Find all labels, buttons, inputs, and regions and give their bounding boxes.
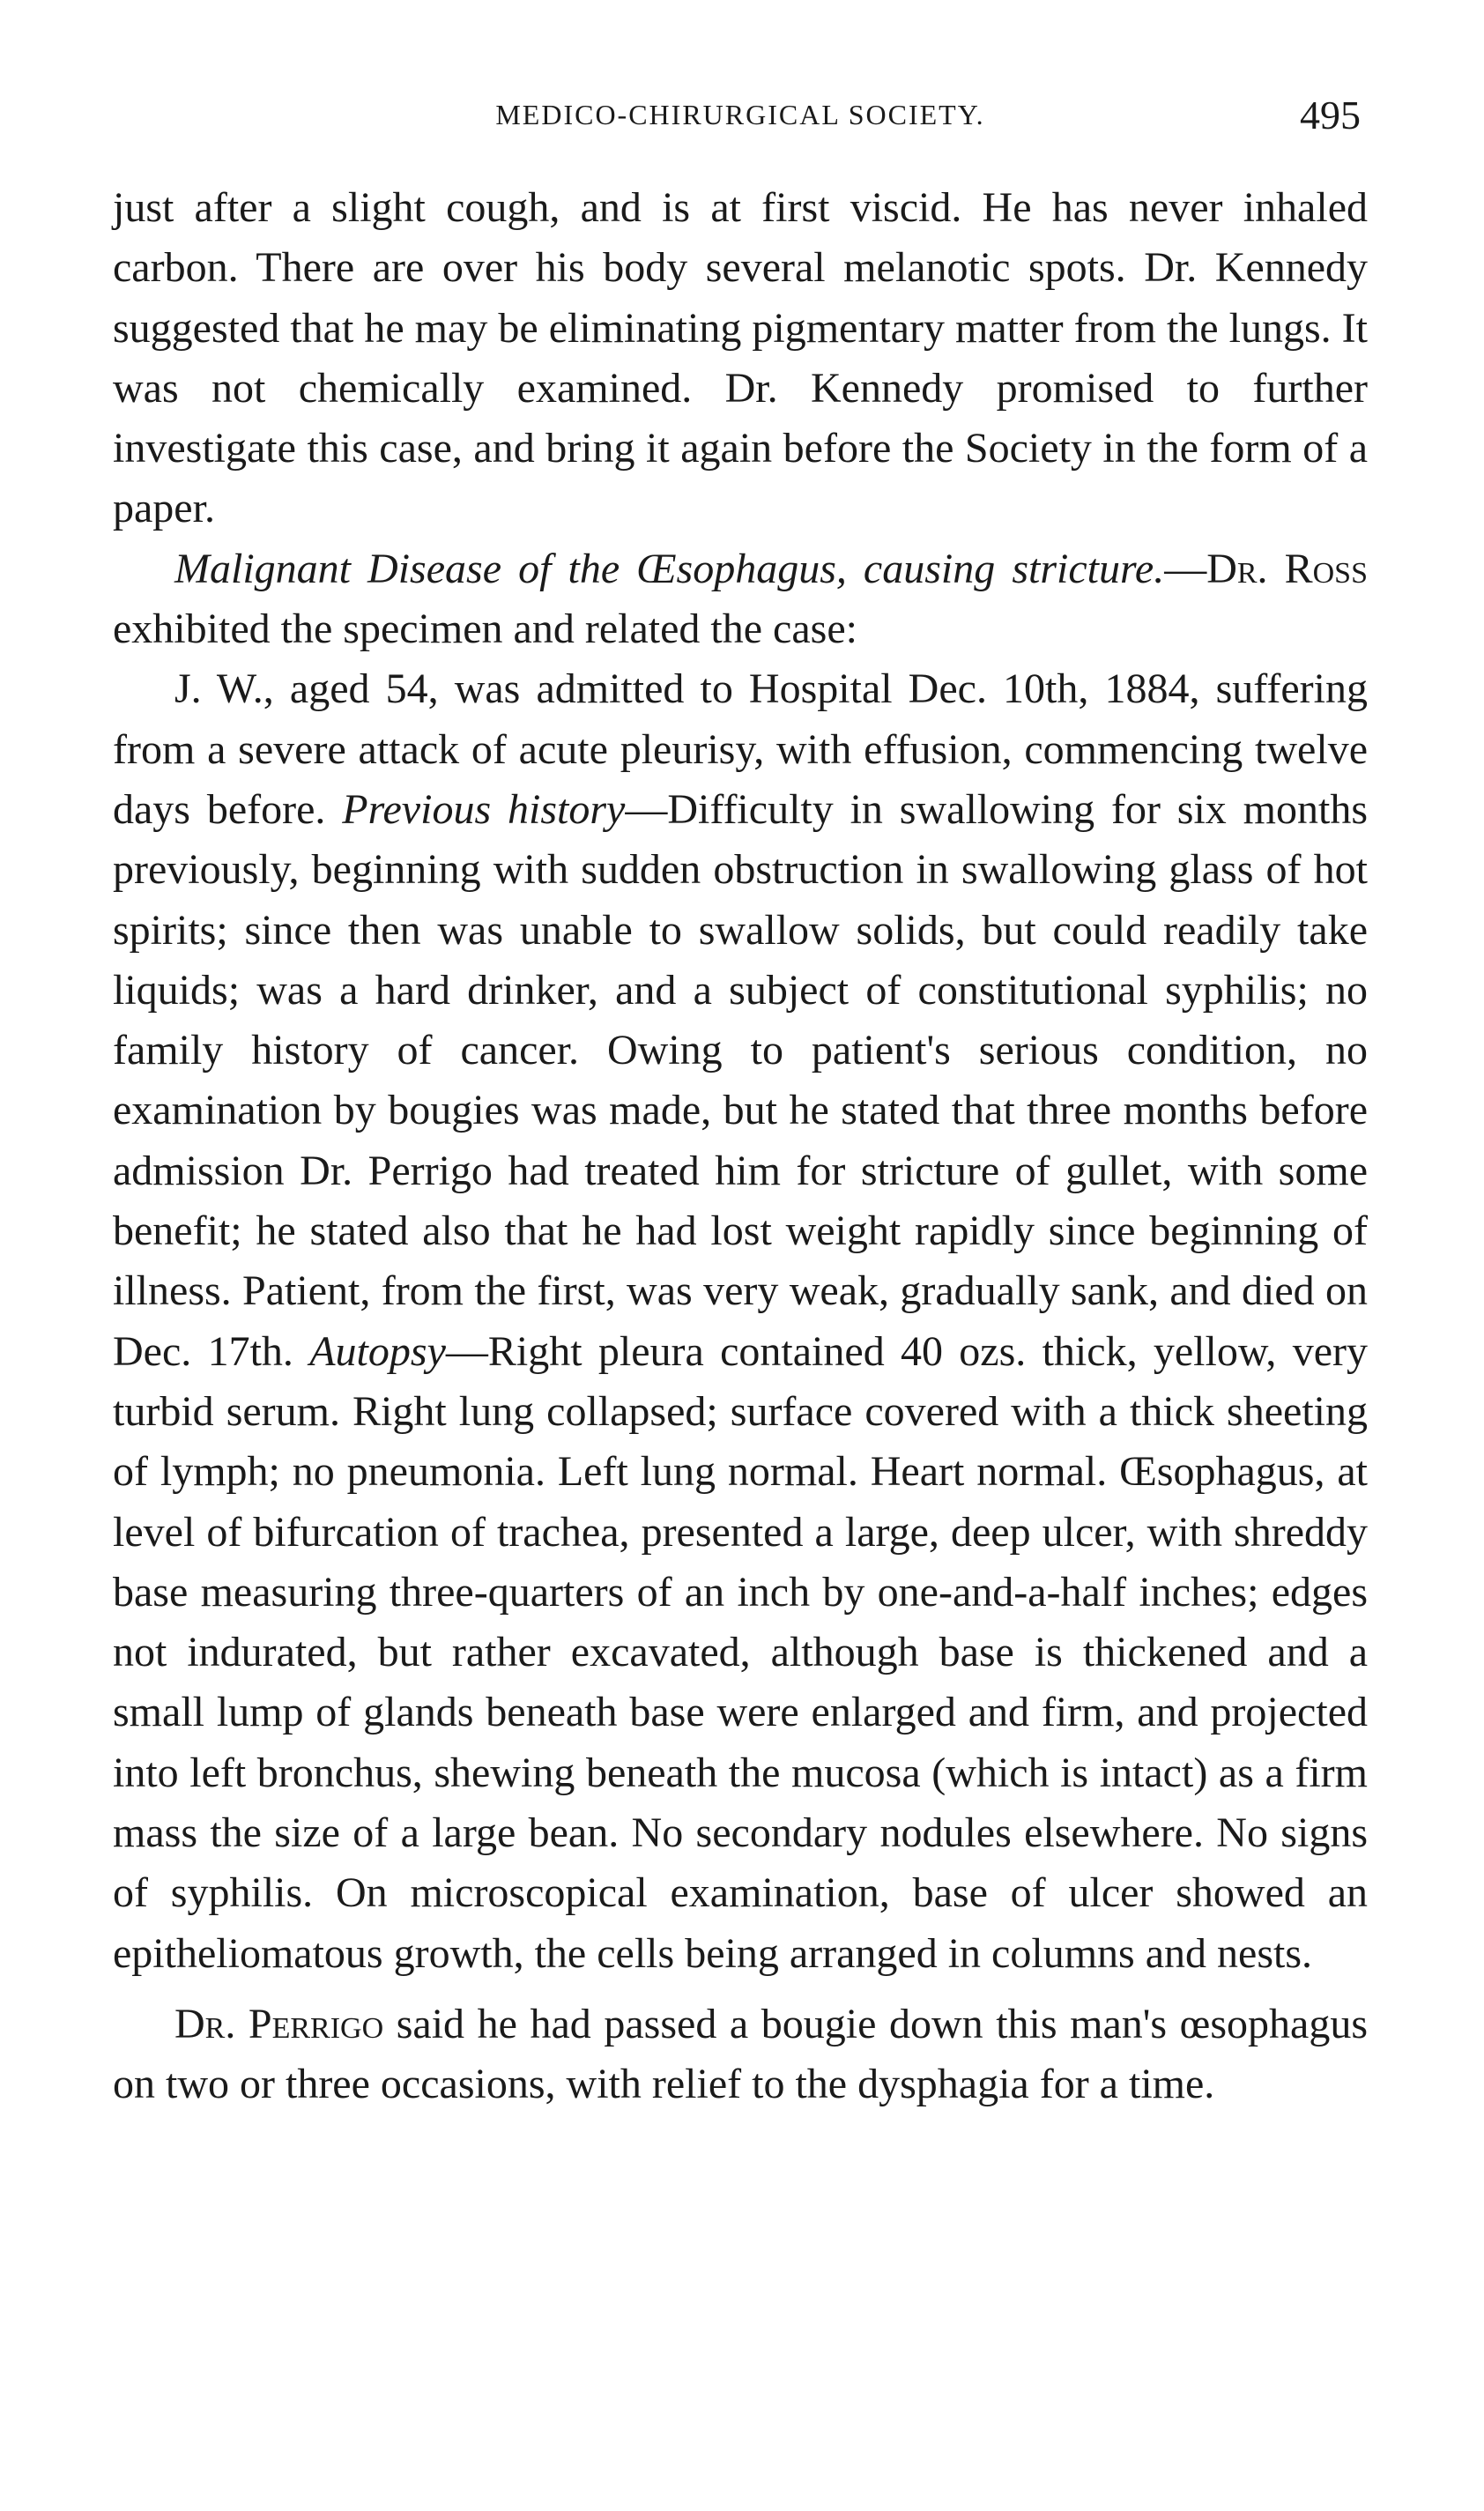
case-title: Malignant Disease of the Œsophagus, causing stricture.	[174, 545, 1165, 592]
admission-text: J. W., aged 54, was admitted to Hospital Dec. 10th, 1884, suffering from a severe attack of acute pleurisy, with effusion, commencing twelve days before.	[113, 665, 1368, 833]
heading-dash: —	[1164, 545, 1207, 592]
case-intro: exhibited the specimen and related the case:	[113, 605, 857, 653]
body-text	[113, 178, 1368, 2115]
speaker-ross: Dr. Ross	[1206, 545, 1368, 592]
page-number: 495	[1300, 93, 1361, 137]
perrigo-remark-text: said he had passed a bougie down this man's œsophagus on two or three occasions, with relief to the dysphagia for a time.	[113, 2000, 1369, 2108]
previous-history-label: Previous history	[342, 785, 626, 833]
autopsy-text: —Right pleura contained 40 ozs. thick, yellow, very turbid serum. Right lung collapsed; surface covered with a thick sheeting of lymph; no pneumonia. Left lung normal. Heart normal. Œsophagus, at level of bifurcation of trachea, presented a large, deep ulcer, with shreddy base measuring three-quarters of an inch by one-and-a-half inches; edges not indurated, but rather excavated, although base is thickened and a small lump of glands beneath base were enlarged and firm, and projected into left bronchus, shewing beneath the mucosa (which is intact) as a firm mass the size of a large bean. No secondary nodules elsewhere. No signs of syphilis. On microscopical examination, base of ulcer showed an epitheliomatous growth, the cells being arranged in columns and nests.	[113, 1327, 1369, 1977]
running-head	[113, 93, 1368, 152]
running-title: MEDICO-CHIRURGICAL SOCIETY.	[495, 99, 985, 130]
paragraph-case-report	[113, 659, 1368, 1984]
autopsy-label: Autopsy	[309, 1327, 446, 1375]
document-page	[113, 0, 1368, 2511]
paragraph-continuation: just after a slight cough, and is at first viscid. He has never inhaled carbon. There are over his body several melanotic spots. Dr. Kennedy suggested that he may be eliminating pigmentary matter from the lungs. It was not chemically examined. Dr. Kennedy promised to further investigate this case, and bring it again before the Society in the form of a paper.	[113, 184, 1368, 532]
previous-history-text: —Difficulty in swallowing for six months previously, beginning with sudden obstruction in swallowing glass of hot spirits; since then was unable to swallow solids, but could readily take liquids; was a hard drinker, and a subject of constitutional syphilis; no family history of cancer. Owing to patient's serious condition, no examination by bougies was made, but he stated that three months before admission Dr. Perrigo had treated him for stricture of gullet, with some benefit; he stated also that he had lost weight rapidly since beginning of illness. Patient, from the first, was very weak, gradually sank, and died on Dec. 17th.	[113, 785, 1369, 1375]
paragraph-case-heading	[113, 539, 1368, 660]
paragraph-perrigo-remark	[113, 1995, 1368, 2115]
speaker-perrigo: Dr. Perrigo	[174, 2000, 384, 2047]
